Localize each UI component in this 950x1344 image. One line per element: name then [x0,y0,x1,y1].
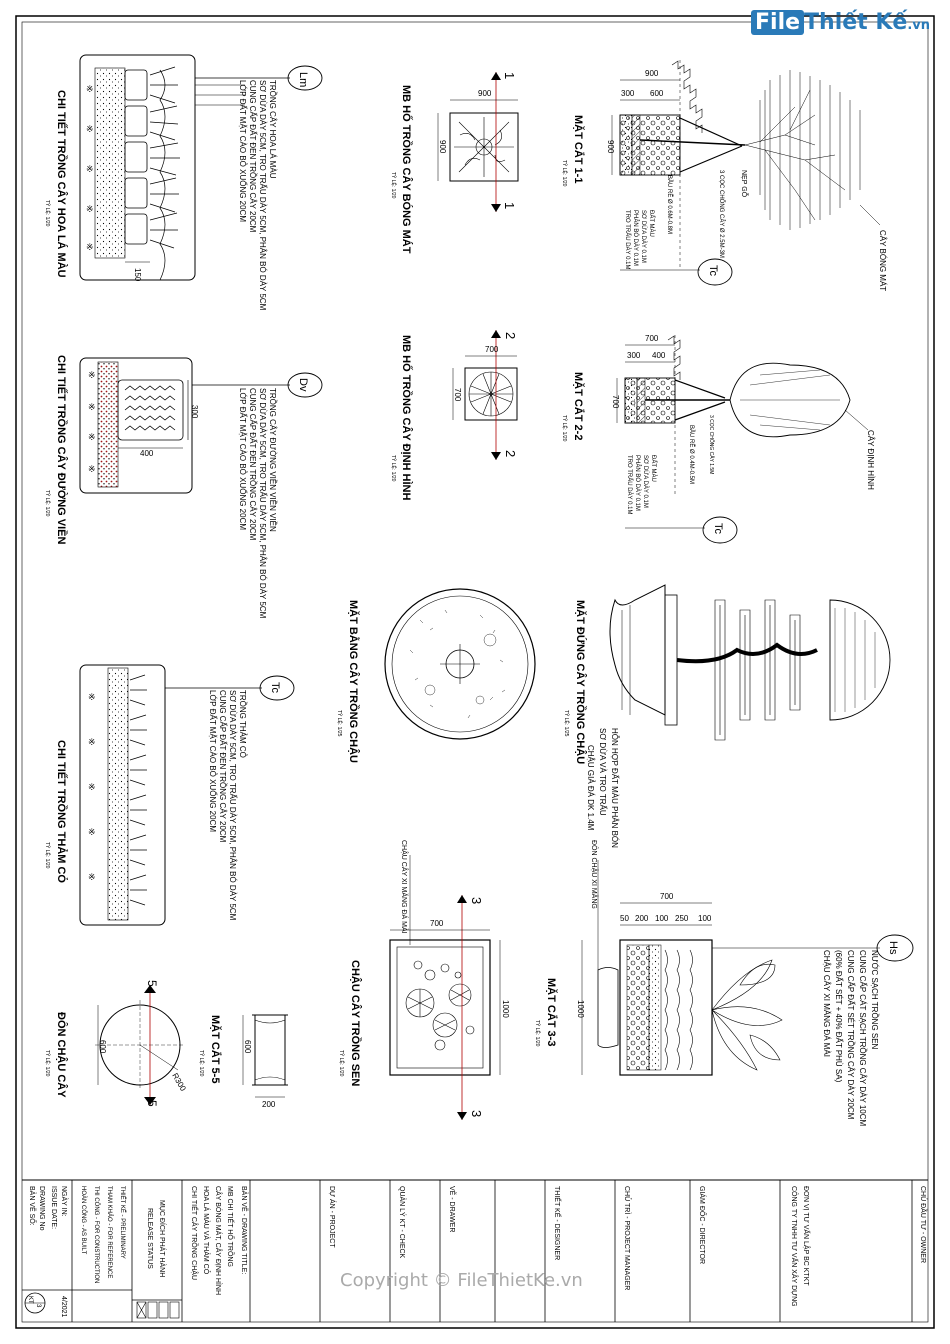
tb-title-label: BẢN VẼ - DRAWING TITLE: [240,1186,247,1275]
svg-text:※: ※ [86,124,94,134]
tb-status-2: THAM KHẢO - FOR REFERENCE [106,1186,112,1279]
detail-mc11 [561,60,887,291]
chausen-cut-top: 3 [469,897,484,905]
mc33-dim-5: 250 [675,914,689,923]
don-chau-scale: TỶ LỆ: 1/20 [44,1050,50,1077]
chausen-label: CHẬU CÂY XI MĂNG ĐÁ MÀI [400,840,407,934]
mb2-scale: TỶ LỆ: 1/20 [390,455,396,482]
mc11-dim-1: 900 [645,69,659,78]
mc22-scale: TỶ LỆ: 1/20 [561,415,567,442]
chausen-cut-bottom: 3 [469,1110,484,1118]
tb-project: DỰ ÁN - PROJECT [328,1186,335,1248]
tc-note-2: SƠ DỪA DÀY 5CM, TRO TRẤU DÀY 5CM, PHÂN BÓ DÀY 5CM [228,690,237,921]
mb1-scale: TỶ LỆ: 1/20 [390,172,396,199]
lm-scale: TỶ LỆ: 1/20 [44,200,50,227]
mc33-dim-6: 100 [698,914,712,923]
mdchau-note-2: SƠ DỪA VÀ TRO TRẤU [598,728,607,816]
lm-note-3: CUNG CẤP ĐẤT ĐEN TRỒNG CÂY 20CM [248,80,257,233]
mb1-title: MB HỐ TRỒNG CÂY BÓNG MÁT [400,85,412,254]
detail-chausen [338,840,510,1120]
mb2-dim-a: 700 [485,345,499,354]
mc22-note-4: SƠ DỪA DÀY 0.1M [642,455,648,508]
mbchau-title: MẶT BẰNG CÂY TRỒNG CHẬU [347,600,359,763]
brand-main: Thiết Kế [804,10,908,35]
mc11-dim-3: 600 [650,89,664,98]
don-chau-cut-bottom: 5 [145,1100,159,1107]
don-chau-cut-top: 5 [145,980,159,987]
mc11-note-2: 3 CỌC CHỐNG CÂY Ø 2.5M-3M [718,170,724,258]
don-chau-title: ĐÔN CHẬU CÂY [55,1012,67,1098]
mc22-note-3: ĐẤT MÀU [650,455,656,482]
mb1-cut-bottom: 1 [502,202,517,210]
tb-director: GIÁM ĐỐC - DIRECTOR [698,1186,705,1265]
mc22-dim-3: 400 [652,351,666,360]
chausen-dim-w: 700 [430,919,444,928]
svg-text:※: ※ [86,204,94,214]
tc-scale: TỶ LỆ: 1/20 [44,842,50,869]
mc11-note-1: NẸP GỖ [740,170,747,198]
tc-tag: Tc [269,682,281,693]
svg-text:※: ※ [88,782,96,792]
chausen-dim-h: 1000 [501,1000,510,1018]
tb-checker: QUẢN LÝ KT - CHECK [398,1186,405,1259]
mc33-dim-1: 700 [660,892,674,901]
dv-note-3: CUNG CẤP ĐẤT ĐEN TRỒNG CÂY 20CM [248,388,257,541]
detail-don-chau [44,980,188,1107]
svg-text:※: ※ [86,84,94,94]
detail-mbchau [336,589,535,763]
tb-designer: THIẾT KẾ - DESIGNER [553,1186,560,1261]
mc33-note-1: NƯỚC SẠCH TRỒNG SEN [870,950,879,1050]
mbchau-scale: TỶ LỆ: 1/25 [336,710,342,737]
tb-date-label: NGÀY IN: [60,1186,67,1217]
svg-text:※: ※ [88,872,96,882]
mc11-note-7: TRO TRẤU DÀY 0.1M [624,210,630,270]
mc22-dim-2: 300 [627,351,641,360]
tc-title: CHI TIẾT TRỒNG THẢM CỎ [55,740,67,883]
svg-text:※: ※ [86,164,94,174]
mc55-scale: TỶ LỆ: 1/20 [198,1050,204,1077]
mdchau-scale: TỶ LỆ: 1/25 [563,710,569,737]
tb-date-value: 4/2021 [60,1296,67,1318]
detail-tc [44,665,294,925]
mb2-dim-b: 700 [453,388,462,402]
tb-issue-label: ISSUE DATE: [50,1186,57,1230]
lm-dim: 150 [133,268,142,282]
tb-drawing-no-bottom: 3 [35,1304,41,1308]
tb-drawing-no-label: BẢN VẼ SỐ: [28,1186,35,1226]
tc-note-3: CUNG CẤP ĐẤT ĐEN TRỒNG CÂY 20CM [218,690,227,843]
mc33-title: MẶT CẮT 3-3 [545,978,557,1047]
lm-note-1: TRỒNG CÂY HOA LÁ MÀU [268,80,277,179]
mc33-note-3: CUNG CẤP ĐẤT SÉT TRỒNG CÂY DÀY 20CM [846,950,855,1120]
svg-text:※: ※ [88,464,96,474]
mb2-cut-bottom: 2 [503,450,518,458]
dv-note-1: TRỒNG CÂY ĐƯỜNG VIỀN VIỀN VIỀN [268,388,277,532]
mdchau-note-3: CHẬU GIẢ ĐÁ DK 1.4M [586,745,595,831]
mb1-dim-b: 900 [438,140,447,154]
don-chau-radius: R300 [170,1071,188,1093]
mc22-dim-1: 700 [645,334,659,343]
dv-note-2: SƠ DỪA DÀY 5CM, TRO TRẤU DÀY 5CM, PHÂN BÓ DÀY 5CM [258,388,267,619]
mc22-note-5: PHÂN BÓ DÀY 0.1M [634,455,640,511]
mc22-dim-4: 700 [611,395,620,409]
mb1-cut-top: 1 [502,72,517,80]
mc33-note-5: CHẬU CÂY XI MĂNG ĐÁ MÀI [822,950,831,1057]
tb-consultant: ĐƠN VỊ TƯ VẤN LẬP BC KTKT [802,1186,809,1286]
tb-company: CÔNG TY TNHH TƯ VẤN XÂY DỰNG [790,1186,797,1307]
detail-mdchau [563,585,890,848]
mc11-note-5: SƠ DỪA DÀY 0.1M [640,210,646,263]
mc55-dim-w: 200 [262,1100,276,1109]
mc33-scale: TỶ LỆ: 1/20 [534,1020,540,1047]
lm-note-4: LỚP ĐẤT MẶT CÀO BỎ XUỐNG 20CM [238,80,247,223]
mc33-dim-2: 50 [620,914,629,923]
dv-tag: Dv [297,378,309,392]
tb-title-3: HOA LÁ MÀU VÀ THẢM CỎ [202,1186,209,1275]
mc33-tag: Hs [887,941,899,955]
don-chau-dim: 600 [98,1040,107,1054]
svg-text:※: ※ [88,692,96,702]
brand-watermark [751,10,930,35]
mc33-dim-3: 200 [635,914,649,923]
mc33-dim-4: 100 [655,914,669,923]
mc11-title: MẶT CẮT 1-1 [572,115,584,184]
tb-pm: CHỦ TRÌ - PROJECT MANAGER [623,1186,630,1291]
mc33-dim-7: 1000 [576,1000,585,1018]
mc11-dim-2: 300 [621,89,635,98]
mc55-title: MẶT CẮT 5-5 [209,1015,221,1084]
dv-scale: TỶ LỆ: 1/20 [44,490,50,517]
svg-text:※: ※ [88,370,96,380]
mc11-note-4: ĐẤT MÀU [648,210,654,237]
lm-tag: Lm [297,72,309,88]
dv-dim-h: 300 [190,405,199,419]
mc33-label-top: ĐÔN CHẬU XI MĂNG [590,840,597,909]
detail-mb2 [390,330,518,500]
tc-note-1: TRỒNG THẢM CỎ [238,690,247,758]
mc22-title: MẶT CẮT 2-2 [572,372,584,441]
mc11-dim-4: 900 [606,140,615,154]
tc-note-4: LỚP ĐẤT MẶT CÀO BỎ XUỐNG 20CM [208,690,217,833]
detail-mc55 [198,1015,288,1109]
mdchau-note-1: HỖN HỢP ĐẤT MÀU PHÂN BÓN [610,728,619,848]
detail-dv [44,355,322,619]
mc11-note-3: BẦU RỄ Ø 0.6M-0.8M [666,175,672,235]
svg-text:※: ※ [88,827,96,837]
dv-note-4: LỚP ĐẤT MẶT CÀO BỎ XUỐNG 20CM [238,388,247,531]
tb-drawer: VẼ - DRAWER [448,1186,455,1233]
mc22-note-2: BẦU RỄ Ø 0.4M-0.5M [688,425,694,485]
dv-title: CHI TIẾT TRỒNG CÂY ĐƯỜNG VIỀN [55,355,67,545]
tb-status-1: THIẾT KẾ - PRELIMINARY [119,1186,125,1259]
lm-title: CHI TIẾT TRỒNG CÂY HOA LÁ MÀU [55,90,67,278]
detail-lm [44,55,322,311]
mdchau-title: MẶT ĐỨNG CÂY TRỒNG CHẬU [574,600,586,765]
copyright-text: Copyright © FileThietKe.vn [340,1270,583,1291]
svg-text:※: ※ [88,737,96,747]
mb2-cut-top: 2 [503,332,518,340]
lm-note-2: SƠ DỪA DÀY 5CM, TRO TRẤU DÀY 5CM, PHÂN BÓ DÀY 5CM [258,80,267,311]
mc11-tree: CÂY BÓNG MÁT [878,230,887,292]
tb-release-label: MỤC ĐÍCH PHÁT HÀNH [158,1200,165,1278]
detail-mc22 [561,334,875,543]
mc33-note-4: (60% ĐẤT SÉT + 40% ĐẤT PHÙ SA) [834,950,843,1083]
tb-title-1: MB CHI TIẾT HỐ TRỒNG [226,1186,233,1267]
tb-drawing-no-label-en: DRAWING No [38,1186,45,1231]
mb1-dim-a: 900 [478,89,492,98]
tb-owner: CHỦ ĐẦU TƯ - OWNER [919,1186,926,1264]
mc33-note-2: CUNG CẤP CÁT SẠCH TRỒNG CÂY DÀY 10CM [858,950,867,1127]
mc11-note-6: PHÂN BÓ DÀY 0.1M [632,210,638,266]
brand-prefix: File [751,10,804,35]
mb2-title: MB HỐ TRỒNG CÂY ĐỊNH HÌNH [400,335,412,501]
brand-domain: .vn [907,18,930,33]
detail-mc33 [534,840,913,1127]
dv-dim-w: 400 [140,449,154,458]
tb-status-4: HOÀN CÔNG - AS BUILT [80,1186,86,1255]
mc22-tree: CÂY ĐỊNH HÌNH [866,430,875,490]
chausen-title: CHẬU CÂY TRỒNG SEN [349,960,361,1087]
tb-status-3: THI CÔNG - FOR CONSTRUCTION [93,1186,99,1284]
tb-title-4: CHI TIẾT CÂY TRỒNG CHẬU [190,1186,197,1280]
detail-mb1 [390,72,518,254]
svg-text:※: ※ [86,242,94,252]
mc11-tag: Tc [707,265,719,276]
svg-text:※: ※ [88,402,96,412]
mc11-scale: TỶ LỆ: 1/20 [561,160,567,187]
mc55-dim-h: 600 [243,1040,252,1054]
mc22-tag: Tc [712,523,724,534]
tb-release-status: RELEASE STATUS [146,1208,153,1269]
chausen-scale: TỶ LỆ: 1/20 [338,1050,344,1077]
tb-drawing-no-top: KT [27,1296,33,1304]
mc22-note-6: TRO TRẤU DÀY 0.1M [626,455,632,515]
tb-title-2: CÂY BÓNG MÁT, CÂY ĐỊNH HÌNH [214,1186,221,1296]
svg-text:※: ※ [88,432,96,442]
mc22-note-1: 3 CỌC CHỐNG CÂY 1.5M [708,415,714,475]
title-block [22,1180,929,1322]
